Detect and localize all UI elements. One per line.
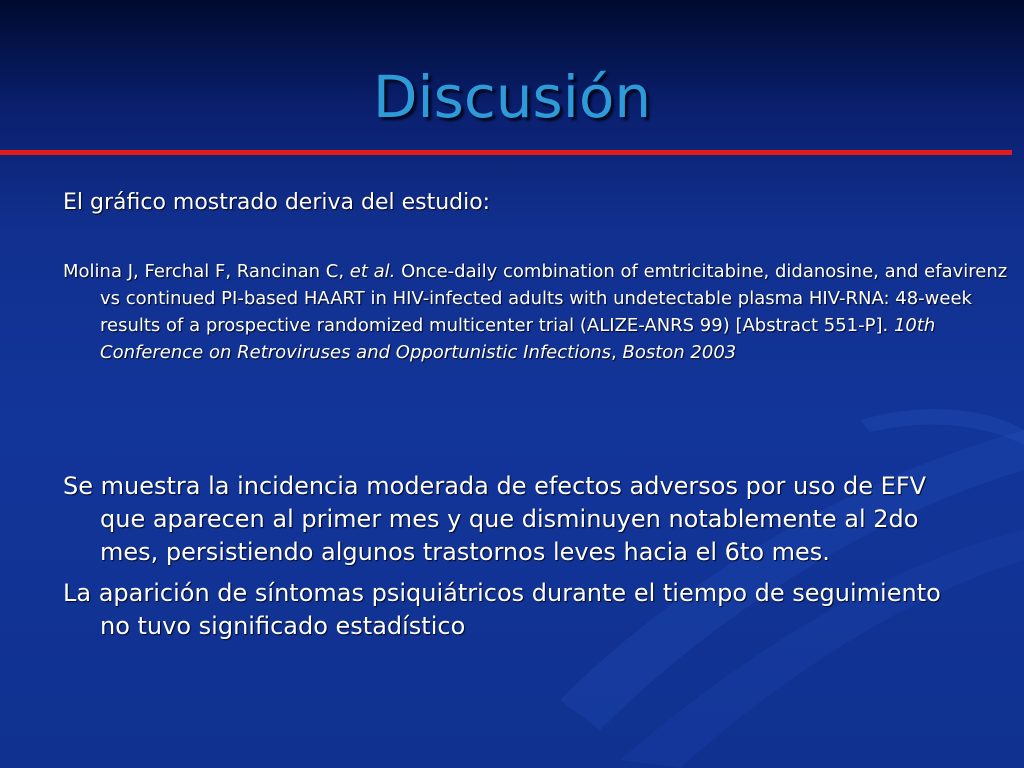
citation-et-al: et al. [349,261,396,282]
reference-citation [63,258,1010,366]
citation-location: Boston 2003 [616,342,737,363]
title-divider [0,150,1012,155]
citation-title: Once-daily combination of emtricitabine, didanosine, and efavirenz vs continued PI-based HAART in HIV-infected adults with undetectable plasma HIV-RNA: 48-week results of a prospective randomized multicenter trial (ALIZE-ANRS 99) [Abstract 551-P]. [100,261,1008,336]
slide-title: Discusión [372,63,652,131]
intro-text: El gráfico mostrado deriva del estudio: [63,190,491,215]
citation-conference: 10th Conference on Retroviruses and Opportunistic Infections [100,315,936,363]
bullet-item: Se muestra la incidencia moderada de efectos adversos por uso de EFV que aparecen al primer mes y que disminuyen notablemente al 2do mes, persistiendo algunos trastornos leves hacia el 6to mes. [63,472,927,566]
citation-authors: Molina J, Ferchal F, Rancinan C, [63,261,350,282]
citation-comma: , [611,342,617,363]
discussion-bullets [63,470,963,651]
bullet-item: La aparición de síntomas psiquiátricos durante el tiempo de seguimiento no tuvo significado estadístico [63,579,941,640]
